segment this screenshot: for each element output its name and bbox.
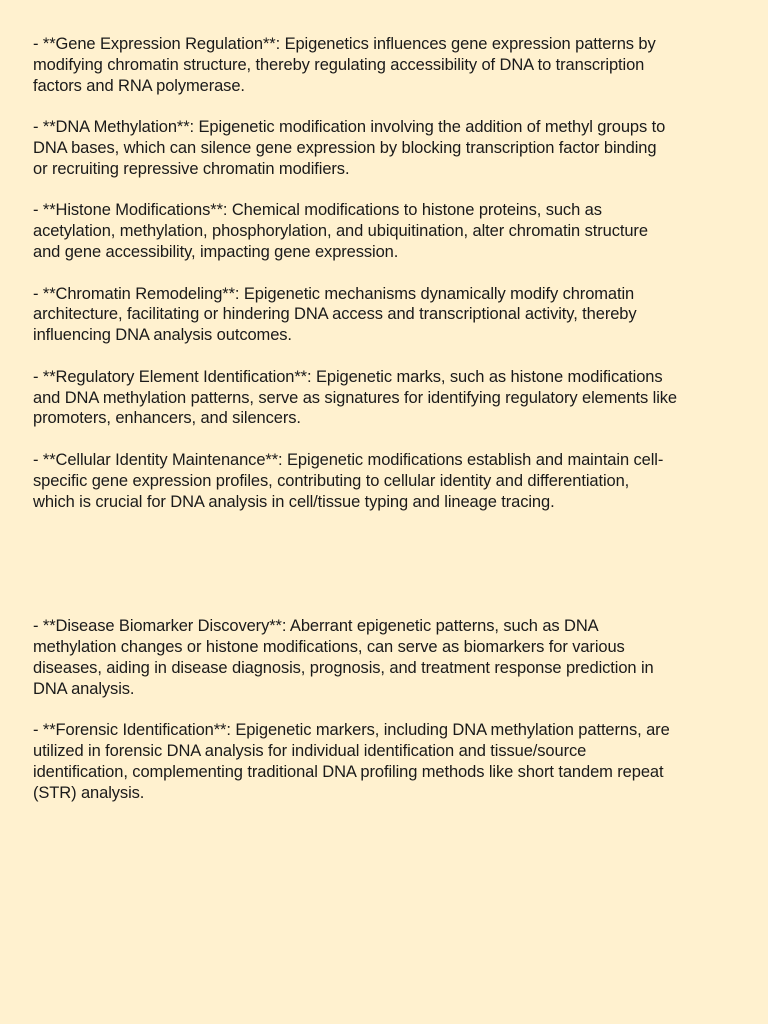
paragraph-histone-modifications: - **Histone Modifications**: Chemical modifications to histone proteins, such as acetylation, methylation, phosphorylation, and ubiquitination, alter chromatin structure and gene accessibility, impacting gene expression. — [33, 201, 648, 261]
paragraph-gap — [33, 263, 738, 284]
paragraph-dna-methylation: - **DNA Methylation**: Epigenetic modification involving the addition of methyl groups to DNA bases, which can silence gene expression by blocking transcription factor binding or recruiting repressive chromatin modifiers. — [33, 118, 666, 178]
section-gap — [33, 512, 738, 616]
paragraph-gap — [33, 346, 738, 367]
paragraph-gene-expression-regulation: - **Gene Expression Regulation**: Epigenetics influences gene expression patterns by modifying chromatin structure, thereby regulating accessibility of DNA to transcription factors and RNA polymerase. — [33, 35, 656, 95]
paragraph-cellular-identity-maintenance: - **Cellular Identity Maintenance**: Epigenetic modifications establish and maintain cell- specific gene expression profiles, contributing to cellular identity and differentiation, which is crucial for DNA analysis in cell/tissue typing and lineage tracing. — [33, 450, 664, 511]
paragraph-gap — [33, 429, 738, 450]
paragraph-gap — [33, 700, 738, 721]
paragraph-gap — [33, 180, 738, 201]
paragraph-regulatory-element-identification: - **Regulatory Element Identification**: Epigenetic marks, such as histone modifications and DNA methylation patterns, serve as signatures for identifying regulatory elements like promoters, enhancers, and silencers. — [33, 367, 677, 428]
paragraph-gap — [33, 96, 738, 117]
paragraph-chromatin-remodeling: - **Chromatin Remodeling**: Epigenetic mechanisms dynamically modify chromatin architecture, facilitating or hindering DNA access and transcriptional activity, thereby influencing DNA analysis outcomes. — [33, 284, 637, 345]
paragraph-disease-biomarker-discovery: - **Disease Biomarker Discovery**: Aberrant epigenetic patterns, such as DNA methylation changes or histone modifications, can serve as biomarkers for various diseases, aiding in disease diagnosis, prognosis, and treatment response prediction in DNA analysis. — [33, 617, 654, 698]
paragraph-forensic-identification: - **Forensic Identification**: Epigenetic markers, including DNA methylation patterns, are utilized in forensic DNA analysis for individual identification and tissue/source identification, complementing traditional DNA profiling methods like short tandem repeat (STR) analysis. — [33, 721, 670, 802]
